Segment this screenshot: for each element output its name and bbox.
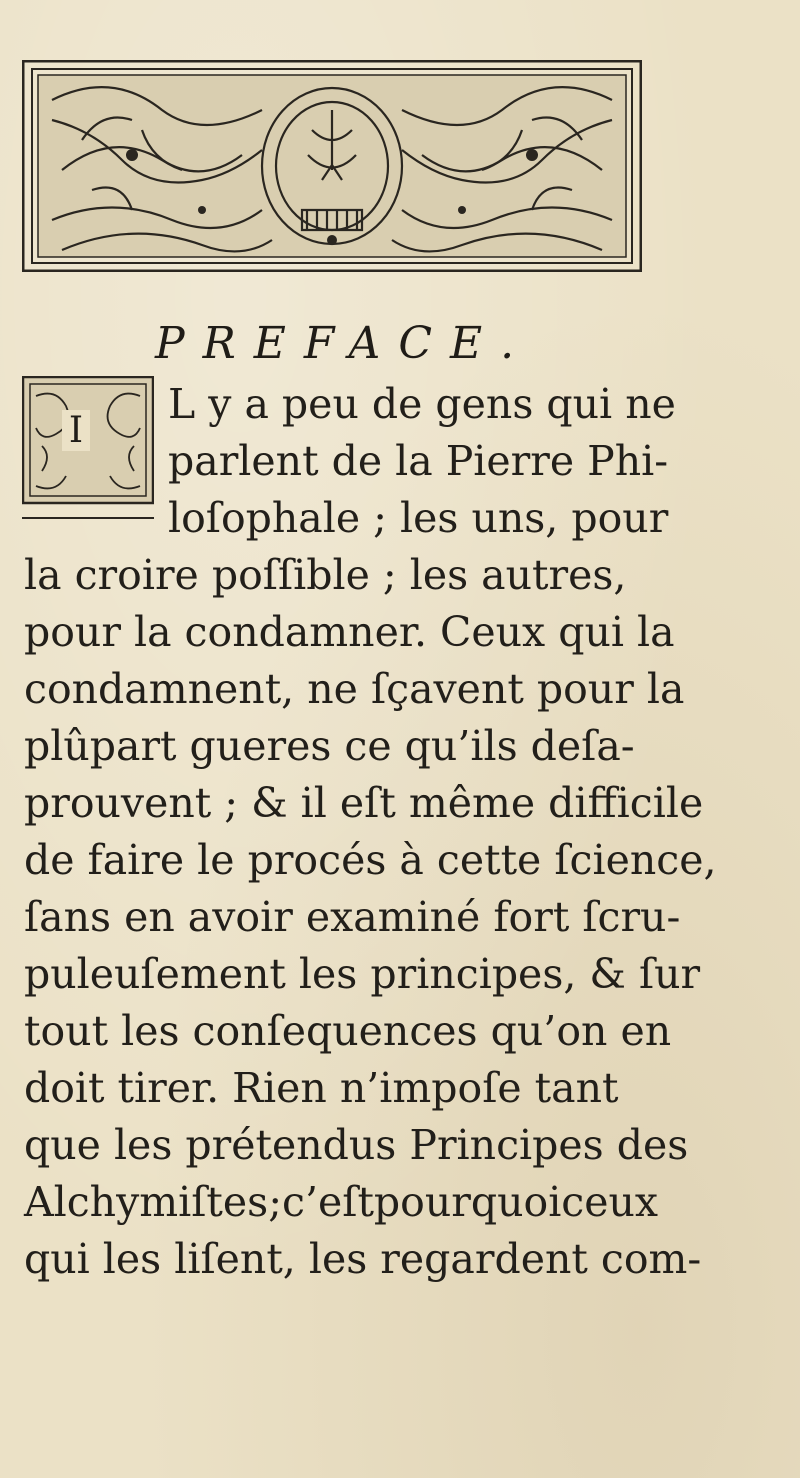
- text-line: parlent de la Pierre Phi-: [168, 437, 669, 485]
- text-line: la croire poſſible ; les autres,: [24, 551, 627, 599]
- text-line: doit tirer. Rien n’impoſe tant: [24, 1064, 619, 1112]
- text-line: pour la condamner. Ceux qui la: [24, 608, 675, 656]
- text-line: L y a peu de gens qui ne: [168, 380, 676, 428]
- ornamental-headpiece-icon: [22, 60, 642, 272]
- text-line: ſans en avoir examiné fort ſcru-: [24, 893, 681, 941]
- text-line: prouvent ; & il eſt même difficile: [24, 779, 704, 827]
- text-line: tout les conſequences qu’on en: [24, 1007, 672, 1055]
- text-line: que les prétendus Principes des: [24, 1121, 689, 1169]
- text-line: plûpart gueres ce qu’ils deſa-: [24, 722, 635, 770]
- text-line: de faire le procés à cette ſcience,: [24, 836, 717, 884]
- text-line: qui les liſent, les regardent com-: [24, 1235, 702, 1283]
- text-line: condamnent, ne ſçavent pour la: [24, 665, 685, 713]
- page-title: PREFACE.: [155, 318, 533, 369]
- drop-cap-letter: I: [62, 410, 90, 451]
- text-line: loſophale ; les uns, pour: [168, 494, 669, 542]
- text-line: Alchymiſtes;c’eſtpourquoiceux: [24, 1178, 659, 1226]
- text-line: puleuſement les principes, & ſur: [24, 950, 701, 998]
